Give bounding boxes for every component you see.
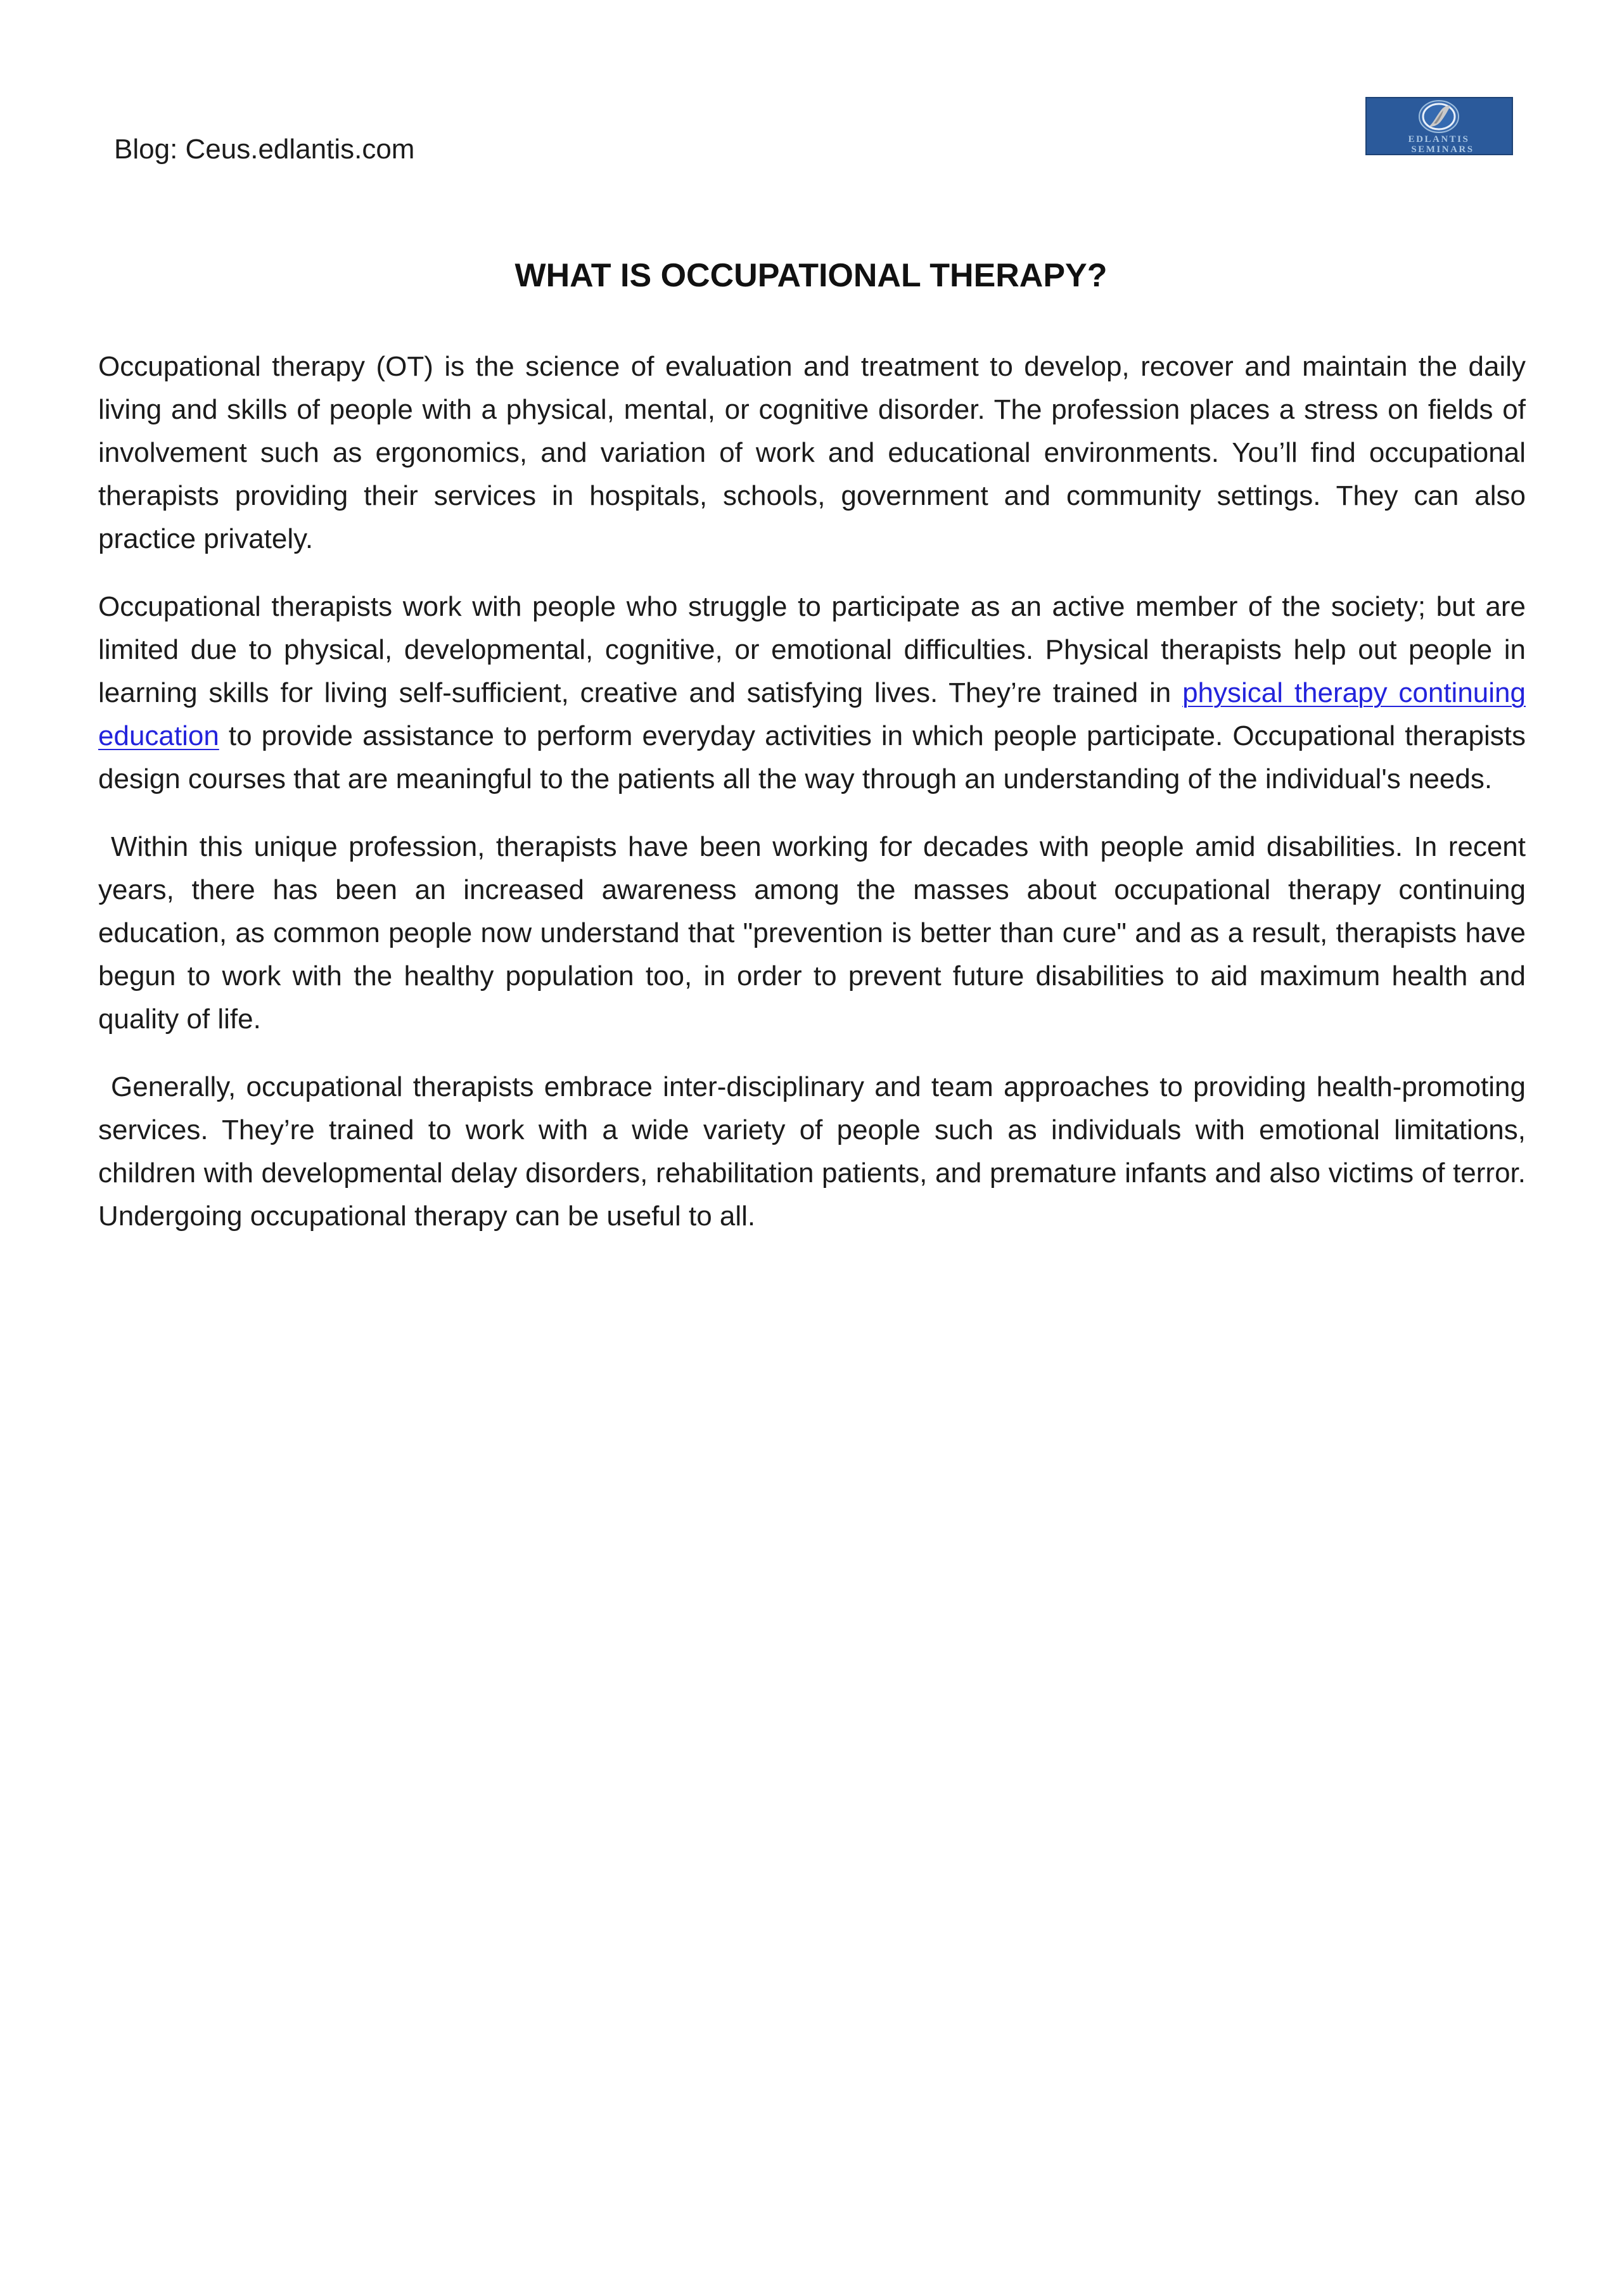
edlantis-logo-graphic bbox=[1365, 97, 1513, 155]
edlantis-logo bbox=[1365, 97, 1513, 155]
blog-url-label: Blog: Ceus.edlantis.com bbox=[114, 134, 415, 165]
paragraph-3: Within this unique profession, therapists have been working for decades with people amid disabilities. In recent years, there has been an increased awareness among the masses about occupational therapy continuing education, as common people now understand that "prevention is better than cure" and as a result, therapists have begun to work with the healthy population too, in order to prevent future disabilities to aid maximum health and quality of life. bbox=[98, 831, 1526, 1035]
paragraph-1: Occupational therapy (OT) is the science of evaluation and treatment to develop, recover and maintain the daily living and skills of people with a physical, mental, or cognitive disorder. The profession places a stress on fields of involvement such as ergonomics, and variation of work and educational environments. You’ll find occupational therapists providing their services in hospitals, schools, government and community settings. They can also practice privately. bbox=[98, 351, 1526, 554]
physical-therapy-continuing-education-link[interactable]: physical therapy continuing education bbox=[98, 677, 1526, 751]
paragraph-4: Generally, occupational therapists embrace inter-disciplinary and team approaches to providing health-promoting services. They’re trained to work with a wide variety of people such as individuals with emotional limitations, children with developmental delay disorders, rehabilitation patients, and premature infants and also victims of terror. Undergoing occupational therapy can be useful to all. bbox=[98, 1071, 1526, 1232]
paragraph-2-text-before-link: Occupational therapists work with people who struggle to participate as an active member of the society; but are limited due to physical, developmental, cognitive, or emotional difficulties. Physical therapists help out people in learning skills for living self-sufficient, creative and satisfying lives. They’re trained in bbox=[98, 591, 1526, 708]
paragraph-2-text-after-link: to provide assistance to perform everyday activities in which people participate. Occupational therapists design courses that are meaningful to the patients all the way through an understanding of the individual's needs. bbox=[98, 720, 1526, 794]
page-title: WHAT IS OCCUPATIONAL THERAPY? bbox=[514, 257, 1108, 294]
logo-text-line1: EDLANTIS bbox=[1408, 134, 1470, 144]
paragraph-2 bbox=[98, 585, 1526, 801]
article-body bbox=[98, 345, 1526, 1263]
logo-text-line2: SEMINARS bbox=[1411, 144, 1474, 155]
